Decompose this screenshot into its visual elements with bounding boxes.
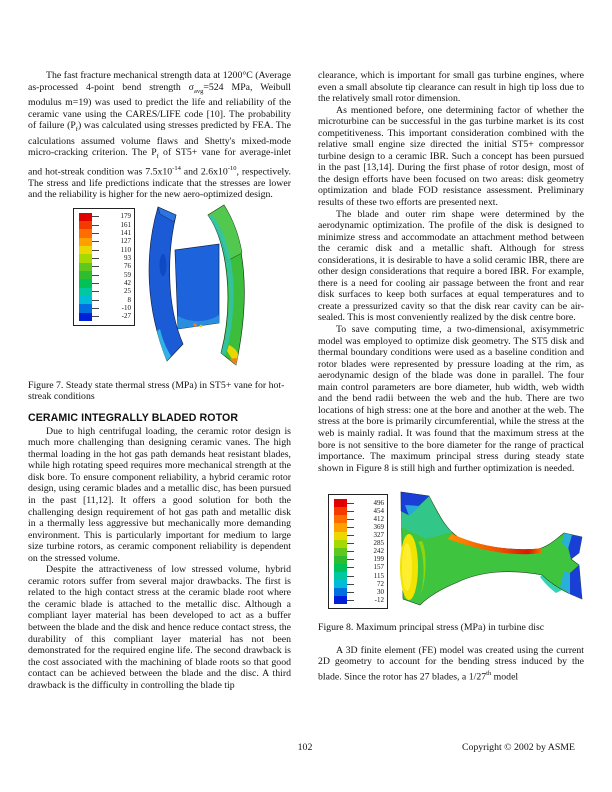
colorbar-value-label: 161	[120, 220, 131, 229]
colorbar-tick	[347, 511, 354, 512]
colorbar-color-cell	[334, 596, 347, 604]
colorbar-tick	[347, 503, 354, 504]
colorbar-tick	[347, 600, 354, 601]
colorbar-tick	[347, 519, 354, 520]
subscript-avg: avg	[193, 87, 204, 95]
colorbar-value-label: 110	[120, 245, 131, 254]
figure-8-disc-stress-plot	[396, 487, 586, 611]
colorbar-tick	[92, 275, 99, 276]
colorbar-color-cell	[334, 507, 347, 515]
text-run: of ST5+ vane for average-inlet and hot-streak condition was 7.5x10	[28, 147, 292, 177]
colorbar-color-cell	[79, 254, 92, 262]
paragraph-2d-axisymmetric: To save computing time, a two-dimensional, axisymmetric model was employed to optimize disk geometry. The ST5 disk and thermal boundary conditions were used as a baseline condition and rotor blades were represented by pressure loading at the rim, as aerodynamic design of the blade was done in parallel. The four main control parameters are bore diameter, hub width, web width and the bend radii between the web and the hub. There are two locations of high stress: one at the bore and another at the web. The stress at the bore is primarily circumferential, while the stress at the web is mainly radial. It was found that the maximum stress at the bore is not sensitive to the bore diameter for the range of practical importance. The maximum principal stress during steady state shown in Figure 8 is still high and further optimization is needed.	[318, 324, 584, 474]
section-heading-ibr: CERAMIC INTEGRALLY BLADED ROTOR	[28, 411, 239, 424]
colorbar-color-cell	[334, 523, 347, 531]
colorbar-color-cell	[79, 263, 92, 271]
colorbar-tick	[347, 576, 354, 577]
text-run: =524 MPa, Weibull modulus m=19) was used to predict the life and reliability of the ceramic vane using the CARES/LIFE code [10]. The probability of failure (P	[28, 81, 291, 132]
colorbar-color-cell	[79, 221, 92, 229]
colorbar-color-cell	[334, 556, 347, 564]
colorbar-color-cell	[79, 238, 92, 246]
colorbar-color-cell	[79, 246, 92, 254]
colorbar-color-cell	[334, 564, 347, 572]
colorbar-entry	[79, 263, 131, 271]
colorbar-tick	[347, 592, 354, 593]
colorbar-color-cell	[79, 296, 92, 304]
colorbar-tick	[92, 316, 99, 317]
paragraph-hybrid-drawbacks: Despite the attractiveness of low stressed volume, hybrid ceramic rotors suffer from several major drawbacks. The first is related to the high contact stress at the ceramic blade root where the ceramic blade is attached to the metallic disc. Although a compliant layer material has been developed to act as a buffer between the blade and the disk and hence reduce contact stress, the durability of this compliant layer material has not been demonstrated for the required engine life. The second drawback is the cost associated with the machining of blade roots so that good contact can be achieved between the blade and the disc. A third drawback is the difficulty in controlling the blade tip	[28, 564, 291, 691]
colorbar-tick	[92, 308, 99, 309]
text-run: , respectively. The stress and life predictions indicate that the stresses are lower and the reliability is higher for the new aero-optimized design.	[28, 165, 291, 201]
colorbar-entry	[79, 288, 131, 296]
page-number: 102	[297, 742, 313, 753]
colorbar-color-cell	[79, 313, 92, 321]
subscript-f: f	[75, 126, 78, 134]
colorbar-color-cell	[79, 279, 92, 287]
colorbar-value-label: -12	[374, 595, 384, 604]
colorbar-tick	[92, 233, 99, 234]
colorbar-tick	[92, 225, 99, 226]
colorbar-color-cell	[334, 515, 347, 523]
text-run: and 2.6x10	[180, 165, 228, 177]
colorbar-tick	[92, 258, 99, 259]
colorbar-entry	[79, 313, 131, 321]
superscript-th: th	[486, 669, 492, 677]
colorbar-tick	[347, 584, 354, 585]
colorbar-value-label: 412	[373, 514, 384, 523]
text-run: ) was calculated using stresses predicted by FEA. The calculations assumed volume flaws and Shetty's mixed-mode micro-cracking criterion. The P	[28, 120, 291, 159]
colorbar-tick	[92, 300, 99, 301]
colorbar-value-label: 42	[124, 279, 131, 288]
colorbar-color-cell	[79, 304, 92, 312]
colorbar-color-cell	[334, 499, 347, 507]
colorbar-value-label: 285	[373, 539, 384, 548]
colorbar-value-label: 72	[377, 579, 384, 588]
paragraph-cost-competitiveness: As mentioned before, one determining factor of whether the microturbine can be successful in the gas turbine market is its cost competitiveness. This important consideration combined with the relative small engine size directed the initial ST5+ compressor turbine design to a ceramic IBR. Such a concept has been pursued in the past [13,14]. During the first phase of rotor design, most of the design efforts have been focused on two areas: disk geometry optimization and blade FOD resistance assessment. Preliminary results of these two efforts are presented next.	[318, 104, 584, 209]
colorbar-tick	[92, 283, 99, 284]
colorbar-value-label: -27	[121, 312, 131, 321]
superscript-exponent: -14	[172, 164, 181, 172]
colorbar-color-cell	[79, 288, 92, 296]
colorbar-tick	[347, 535, 354, 536]
colorbar-value-label: 242	[373, 547, 384, 556]
colorbar-color-cell	[79, 229, 92, 237]
colorbar-value-label: 76	[124, 262, 131, 271]
text-run: A 3D finite element (FE) model was created using the current 2D geometry to account for the bending stress induced by the blade. Since the rotor has 27 blades, a 1/27	[318, 644, 584, 683]
colorbar-scale	[334, 499, 384, 604]
colorbar-color-cell	[334, 588, 347, 596]
colorbar-value-label: 93	[124, 253, 131, 262]
figure-7-caption: Figure 7. Steady state thermal stress (MPa) in ST5+ vane for hot-streak conditions	[28, 379, 285, 403]
figure-8-colorbar	[328, 494, 388, 609]
right-column	[318, 70, 584, 683]
colorbar-tick	[347, 543, 354, 544]
figure-7	[28, 203, 291, 375]
text-run: The fast fracture mechanical strength data at 1200°C (Average as-processed 4-point bend strength σ	[28, 70, 291, 93]
colorbar-value-label: 454	[373, 506, 384, 515]
colorbar-color-cell	[79, 271, 92, 279]
paragraph-clearance: clearance, which is important for small gas turbine engines, where even a small absolute tip clearance can result in high tip loss due to the relatively small rotor dimension.	[318, 70, 584, 105]
colorbar-value-label: 369	[373, 522, 384, 531]
colorbar-color-cell	[79, 213, 92, 221]
superscript-exponent: -10	[227, 164, 237, 172]
colorbar-value-label: 327	[373, 531, 384, 540]
colorbar-tick	[347, 527, 354, 528]
colorbar-entry	[334, 564, 384, 572]
colorbar-tick	[347, 559, 354, 560]
subscript-f: f	[156, 153, 159, 161]
paragraph-3d-fe-model	[318, 645, 584, 683]
colorbar-entry	[334, 572, 384, 580]
colorbar-color-cell	[334, 572, 347, 580]
colorbar-tick	[347, 551, 354, 552]
text-run: model	[491, 671, 519, 683]
colorbar-entry	[334, 596, 384, 604]
colorbar-color-cell	[334, 532, 347, 540]
figure-7-vane-stress-plot	[145, 203, 267, 369]
colorbar-value-label: -10	[121, 304, 131, 313]
figure-7-colorbar	[73, 208, 135, 326]
colorbar-value-label: 30	[377, 587, 384, 596]
figure-8-caption: Figure 8. Maximum principal stress (MPa) in turbine disc	[318, 622, 545, 634]
figure-8	[318, 487, 584, 613]
colorbar-value-label: 157	[373, 563, 384, 572]
copyright-notice: Copyright © 2002 by ASME	[461, 742, 575, 753]
colorbar-entry	[79, 213, 131, 221]
colorbar-tick	[347, 567, 354, 568]
colorbar-entry	[79, 238, 131, 246]
colorbar-entry	[334, 580, 384, 588]
colorbar-value-label: 199	[373, 555, 384, 564]
colorbar-tick	[92, 250, 99, 251]
colorbar-value-label: 179	[120, 212, 131, 221]
page-footer	[0, 742, 612, 762]
colorbar-value-label: 127	[120, 237, 131, 246]
colorbar-value-label: 8	[127, 295, 131, 304]
colorbar-color-cell	[334, 548, 347, 556]
colorbar-color-cell	[334, 580, 347, 588]
colorbar-value-label: 25	[124, 287, 131, 296]
colorbar-tick	[92, 216, 99, 217]
colorbar-tick	[92, 291, 99, 292]
paragraph-fracture-strength	[28, 70, 291, 201]
paragraph-blade-rim-shape: The blade and outer rim shape were determined by the aerodynamic optimization. The profile of the disk is designed to minimize stress and accommodate an attachment method between the ceramic disk and a metallic shaft. Although for stress considerations, it is desirable to have a solid ceramic IBR, there are other design considerations that require a bored IBR. For example, there is a need for cooling air passage between the front and rear disk surfaces to keep both surfaces at equal temperatures and to create a pressurized cavity so that the disk rear cavity can be air-sealed. This is most conveniently realized by the disk centre bore.	[318, 208, 584, 324]
colorbar-value-label: 141	[120, 228, 131, 237]
colorbar-tick	[92, 266, 99, 267]
left-column	[28, 70, 291, 691]
colorbar-value-label: 59	[124, 270, 131, 279]
colorbar-value-label: 496	[373, 498, 384, 507]
colorbar-color-cell	[334, 540, 347, 548]
paragraph-centrifugal-loading: Due to high centrifugal loading, the ceramic rotor design is much more challenging than designing ceramic vanes. The high thermal loading in the hot gas path demands heat resistant blades, while high rotating speed requires more mechanical strength at the disk bore. To ensure component reliability, a hybrid ceramic rotor design, using ceramic blades and a metallic disc, has been pursued in the past [11,12]. It offers a good solution for both the challenging design requirement of hot gas path and metallic disk in a thermally less aggressive but mechanically more demanding environment. This is particularly important for medium to large size turbine rotors, as ceramic component reliability is dependent on the stressed volume.	[28, 425, 291, 564]
colorbar-scale	[79, 213, 131, 321]
colorbar-value-label: 115	[373, 571, 384, 580]
colorbar-tick	[92, 241, 99, 242]
